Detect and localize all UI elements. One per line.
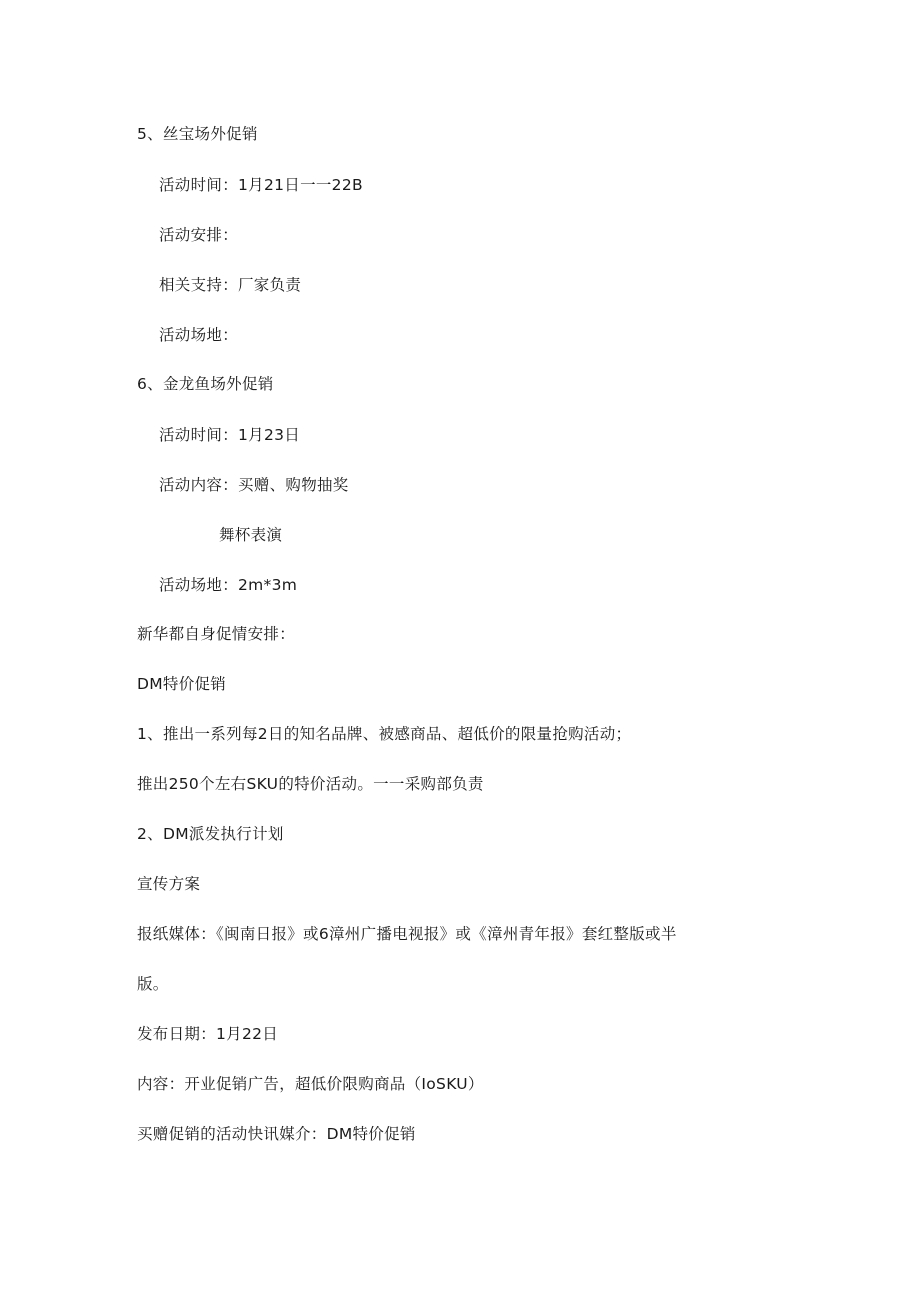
related-support-line: 相关支持：厂家负责 [159,276,302,294]
activity-venue-line: 活动场地： [159,326,239,344]
newspaper-media-line: 报纸媒体：《闽南日报》或6漳州广播电视报》或《漳州青年报》套红整版或半 [137,925,677,943]
activity-time-line: 活动时间：1月23日 [159,426,301,444]
activity-venue-line: 活动场地：2m*3m [159,576,298,594]
content-line: 内容：开业促销广告，超低价限购商品（IoSKU） [137,1075,484,1093]
flyer-media-line: 买赠促销的活动快讯媒介：DM特价促销 [137,1125,416,1143]
newspaper-media-continuation: 版。 [137,975,169,993]
paragraph-line: 推出250个左右SKU的特价活动。一一采购部负责 [137,775,484,793]
dm-distribution-heading: 2、DM派发执行计划 [137,825,284,843]
activity-content-continuation: 舞杯表演 [219,526,283,544]
activity-content-line: 活动内容：买赠、购物抽奖 [159,476,349,494]
release-date-line: 发布日期：1月22日 [137,1025,279,1043]
dm-promotion-heading: DM特价促销 [137,675,227,693]
activity-time-line: 活动时间：1月21日一一22B [159,176,363,194]
publicity-plan-heading: 宣传方案 [137,875,201,893]
self-promotion-heading: 新华都自身促情安排： [137,625,296,643]
section-heading-sibao: 5、丝宝场外促销 [137,125,258,143]
activity-arrangement-line: 活动安排： [159,226,239,244]
section-heading-jinlongyu: 6、金龙鱼场外促销 [137,375,274,393]
paragraph-line: 1、推出一系列每2日的知名品牌、被感商品、超低价的限量抢购活动； [137,725,632,743]
